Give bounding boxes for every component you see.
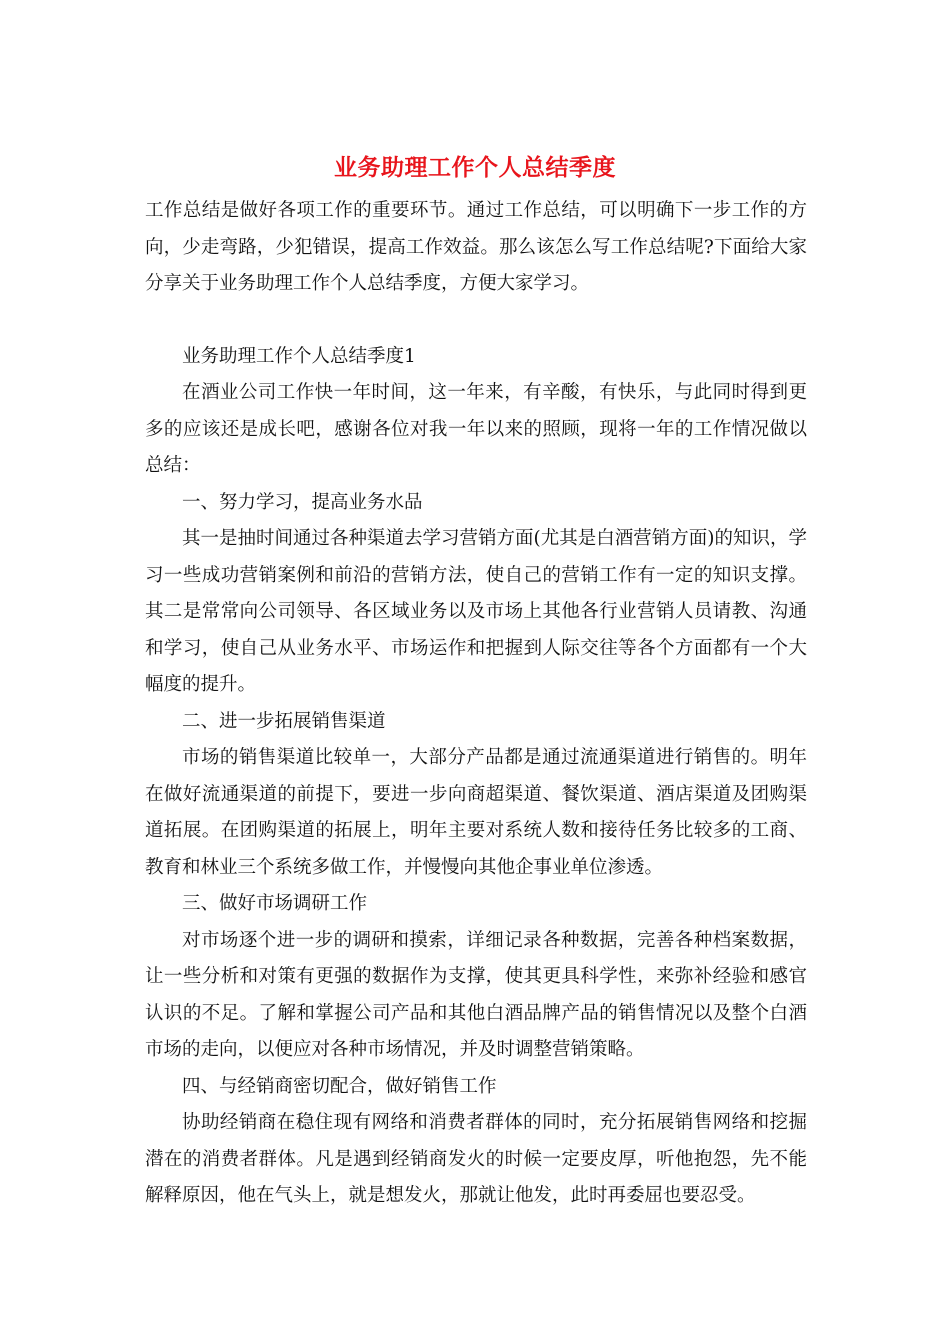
heading-dealers: 四、与经销商密切配合，做好销售工作 [182, 1075, 497, 1097]
body-paragraph: 协助经销商在稳住现有网络和消费者群体的同时，充分拓展销售网络和挖掘潜在的消费者群体。凡是遇到经销商发火的时候一定要皮厚，听他抱怨，先不能解释原因，他在气头上，就是想发火，那就让他发，此时再委屈也要忍受。 [145, 1112, 807, 1206]
intro-paragraph: 工作总结是做好各项工作的重要环节。通过工作总结，可以明确下一步工作的方向，少走弯路，少犯错误，提高工作效益。那么该怎么写工作总结呢?下面给大家分享关于业务助理工作个人总结季度，方便大家学习。 [145, 200, 807, 294]
body-paragraph: 对市场逐个进一步的调研和摸索，详细记录各种数据，完善各种档案数据，让一些分析和对策有更强的数据作为支撑，使其更具科学性，来弥补经验和感官认识的不足。了解和掌握公司产品和其他白酒品牌产品的销售情况以及整个白酒市场的走向，以便应对各种市场情况，并及时调整营销策略。 [145, 929, 807, 1060]
paragraph-spacer [145, 303, 807, 339]
document-body [145, 193, 807, 1215]
section-title: 业务助理工作个人总结季度1 [182, 345, 416, 367]
heading-study: 一、努力学习，提高业务水品 [182, 491, 423, 513]
body-paragraph: 其一是抽时间通过各种渠道去学习营销方面(尤其是白酒营销方面)的知识，学习一些成功营销案例和前沿的营销方法，使自己的营销工作有一定的知识支撑。其二是常常向公司领导、各区域业务以及市场上其他各行业营销人员请教、沟通和学习，使自己从业务水平、市场运作和把握到人际交往等各个方面都有一个大幅度的提升。 [145, 528, 807, 695]
document-title: 业务助理工作个人总结季度 [334, 154, 616, 181]
body-paragraph: 在酒业公司工作快一年时间，这一年来，有辛酸，有快乐，与此同时得到更多的应该还是成长吧，感谢各位对我一年以来的照顾，现将一年的工作情况做以总结： [145, 382, 807, 476]
heading-channels: 二、进一步拓展销售渠道 [182, 710, 386, 732]
heading-research: 三、做好市场调研工作 [182, 893, 368, 914]
body-paragraph: 市场的销售渠道比较单一，大部分产品都是通过流通渠道进行销售的。明年在做好流通渠道的前提下，要进一步向商超渠道、餐饮渠道、酒店渠道及团购渠道拓展。在团购渠道的拓展上，明年主要对系统人数和接待任务比较多的工商、教育和林业三个系统多做工作，并慢慢向其他企事业单位渗透。 [145, 747, 807, 878]
